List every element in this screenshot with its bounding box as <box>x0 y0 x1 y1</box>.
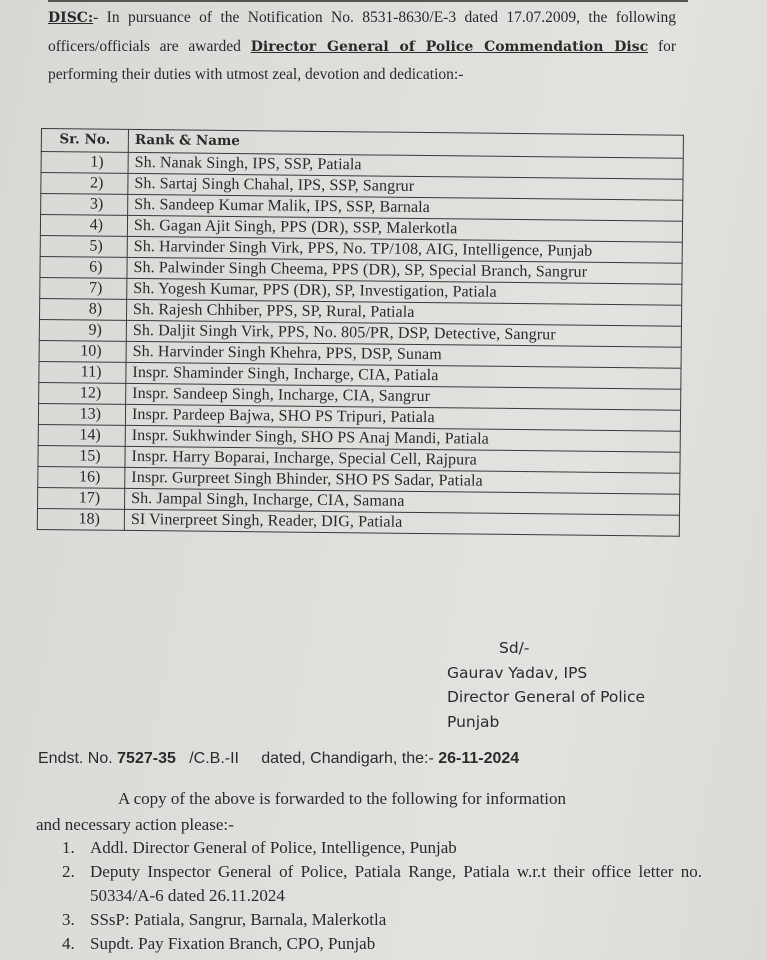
rank-name-cell: Inspr. Shaminder Singh, Incharge, CIA, Patiala <box>126 362 681 389</box>
list-number: 1. <box>62 838 75 857</box>
sr-no-cell: 18) <box>37 508 124 530</box>
rank-name-cell: Sh. Palwinder Singh Cheema, PPS (DR), SP, Special Branch, Sangrur <box>127 257 682 284</box>
rank-name-cell: Sh. Yogesh Kumar, PPS (DR), SP, Investigation, Patiala <box>127 278 682 305</box>
rank-name-cell: Inspr. Gurpreet Singh Bhinder, SHO PS Sadar, Patiala <box>125 467 680 494</box>
rank-name-cell: Sh. Harvinder Singh Khehra, PPS, DSP, Sunam <box>126 341 681 368</box>
rank-name-cell: SI Vinerpreet Singh, Reader, DIG, Patiala <box>124 509 679 536</box>
sr-no-cell: 7) <box>40 277 127 299</box>
forward-paragraph <box>36 786 696 838</box>
sr-no-cell: 14) <box>38 424 125 446</box>
rank-name-cell: Inspr. Pardeep Bajwa, SHO PS Tripuri, Patiala <box>125 404 680 431</box>
rank-name-cell: Sh. Sartaj Singh Chahal, IPS, SSP, Sangrur <box>128 173 683 200</box>
list-item <box>62 932 702 956</box>
list-item <box>62 836 702 860</box>
sr-no-cell: 4) <box>40 215 127 237</box>
list-number: 4. <box>62 934 75 953</box>
list-text: Supdt. Pay Fixation Branch, CPO, Punjab <box>90 934 376 953</box>
intro-text-after: for performing their duties with utmost zeal, devotion and dedication:- <box>48 37 677 83</box>
signatory-designation: Director General of Police <box>447 688 646 706</box>
signed-mark: Sd/- <box>499 639 530 657</box>
sr-no-cell: 12) <box>39 382 126 404</box>
sr-no-cell: 9) <box>39 319 126 341</box>
sr-no-cell: 10) <box>39 340 126 362</box>
list-item <box>62 860 702 908</box>
sr-no-cell: 16) <box>38 466 125 488</box>
rank-name-cell: Sh. Gagan Ajit Singh, PPS (DR), SSP, Malerkotla <box>127 215 682 242</box>
endorsement-branch: /C.B.-II dated, Chandigarh, the:- <box>175 750 439 767</box>
rank-name-cell: Inspr. Sukhwinder Singh, SHO PS Anaj Mandi, Patiala <box>125 425 680 452</box>
disc-label: DISC: <box>48 10 94 26</box>
sr-no-cell: 5) <box>40 235 127 257</box>
signatory-state: Punjab <box>447 712 500 731</box>
rank-name-cell: Sh. Daljit Singh Virk, PPS, No. 805/PR, DSP, Detective, Sangrur <box>126 320 681 347</box>
list-item <box>62 908 702 932</box>
rank-name-cell: Sh. Jampal Singh, Incharge, CIA, Samana <box>125 488 680 515</box>
sr-no-cell: 1) <box>41 152 128 174</box>
rank-name-cell: Inspr. Harry Boparai, Incharge, Special Cell, Rajpura <box>125 446 680 473</box>
rank-name-cell: Sh. Sandeep Kumar Malik, IPS, SSP, Barnala <box>128 194 683 221</box>
sr-no-cell: 15) <box>38 445 125 467</box>
endorsement-line <box>38 750 519 768</box>
rank-name-cell: Inspr. Sandeep Singh, Incharge, CIA, Sangrur <box>126 383 681 410</box>
forward-line-1: A copy of the above is forwarded to the following for information <box>118 789 567 808</box>
list-number: 3. <box>62 910 75 929</box>
sr-no-cell: 17) <box>38 487 125 509</box>
rank-name-cell: Sh. Rajesh Chhiber, PPS, SP, Rural, Patiala <box>126 299 681 326</box>
list-text: Deputy Inspector General of Police, Patiala Range, Patiala w.r.t their office letter no. 50334/A-6 dated 26.11.2024 <box>90 862 702 905</box>
sr-no-cell: 3) <box>41 194 128 216</box>
sr-no-cell: 11) <box>39 361 126 383</box>
rank-name-cell: Sh. Nanak Singh, IPS, SSP, Patiala <box>128 152 683 179</box>
sr-no-cell: 2) <box>41 173 128 195</box>
endorsement-prefix: Endst. No. <box>38 750 118 767</box>
previous-table-border <box>48 0 688 2</box>
endorsement-date: 26-11-2024 <box>438 750 520 767</box>
header-rank-name: Rank & Name <box>128 129 683 158</box>
list-text: Addl. Director General of Police, Intelligence, Punjab <box>90 838 457 857</box>
sr-no-cell: 13) <box>38 403 125 425</box>
award-name: Director General of Police Commendation Disc <box>250 38 649 55</box>
rank-name-cell: Sh. Harvinder Singh Virk, PPS, No. TP/108, AIG, Intelligence, Punjab <box>127 236 682 263</box>
list-text: SSsP: Patiala, Sangrur, Barnala, Malerkotla <box>90 910 387 929</box>
forward-line-2: and necessary action please:- <box>36 815 234 834</box>
disc-intro-paragraph <box>48 4 676 90</box>
sr-no-cell: 8) <box>39 298 126 320</box>
intro-text-before: - In pursuance of the Notification No. 8531-8630/E-3 dated 17.07.2009, the following officers/officials are awarded <box>48 9 676 55</box>
signatory-name: Gaurav Yadav, IPS <box>447 663 588 682</box>
copy-recipients-list <box>62 836 702 956</box>
awardees-table <box>37 128 684 537</box>
sr-no-cell: 6) <box>40 256 127 278</box>
signature-block <box>447 636 645 734</box>
header-sr-no: Sr. No. <box>41 129 128 153</box>
endorsement-number: 7527-35 <box>117 750 176 767</box>
list-number: 2. <box>62 862 75 881</box>
